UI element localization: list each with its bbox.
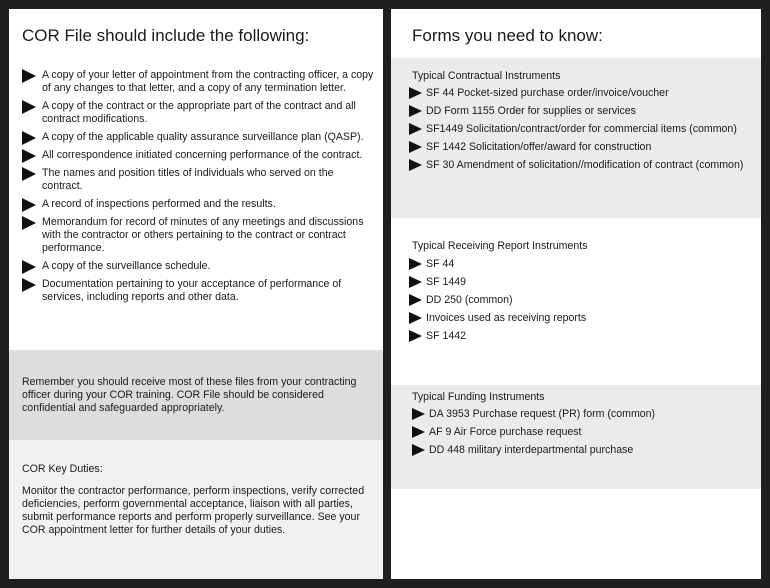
triangle-bullet-icon — [22, 69, 36, 83]
triangle-bullet-icon — [412, 426, 425, 438]
funding-instruments-list — [412, 408, 760, 462]
list-item: A copy of the applicable quality assurance surveillance plan (QASP). — [22, 131, 374, 144]
triangle-bullet-icon — [22, 131, 36, 145]
section-title: Typical Contractual Instruments — [412, 70, 561, 82]
triangle-bullet-icon — [409, 294, 422, 306]
triangle-bullet-icon — [22, 198, 36, 212]
triangle-bullet-icon — [409, 141, 422, 153]
triangle-bullet-icon — [412, 444, 425, 456]
list-item: DD 448 military interdepartmental purchase — [412, 444, 760, 457]
list-item: AF 9 Air Force purchase request — [412, 426, 760, 439]
funding-instruments-section — [391, 385, 761, 489]
triangle-bullet-icon — [409, 258, 422, 270]
list-item: SF 1442 Solicitation/offer/award for construction — [409, 141, 757, 154]
list-item: A record of inspections performed and the results. — [22, 198, 374, 211]
list-item: SF 1449 — [409, 276, 757, 289]
list-item: SF 44 Pocket-sized purchase order/invoice/voucher — [409, 87, 757, 100]
list-item: SF 30 Amendment of solicitation//modification of contract (common) — [409, 159, 757, 172]
triangle-bullet-icon — [409, 312, 422, 324]
triangle-bullet-icon — [412, 408, 425, 420]
triangle-bullet-icon — [22, 216, 36, 230]
duties-title: COR Key Duties: — [22, 463, 103, 475]
list-item: SF1449 Solicitation/contract/order for commercial items (common) — [409, 123, 757, 136]
triangle-bullet-icon — [409, 159, 422, 171]
receiving-report-section — [391, 218, 761, 385]
triangle-bullet-icon — [409, 105, 422, 117]
list-item: A copy of your letter of appointment from the contracting officer, a copy of any changes to that letter, and a copy of any termination letter. — [22, 69, 374, 95]
triangle-bullet-icon — [409, 276, 422, 288]
reminder-text: Remember you should receive most of these files from your contracting officer during your COR training. COR File should be considered confidential and safeguarded appropriately. — [22, 376, 357, 414]
section-title: Typical Funding Instruments — [412, 391, 545, 403]
triangle-bullet-icon — [409, 330, 422, 342]
duties-text: Monitor the contractor performance, perform inspections, verify corrected deficiencies, perform governmental acceptance, liaison with all parties, submit performance reports and perform properly surveillance. See your COR appointment letter for further details of your duties. — [22, 485, 365, 536]
list-item: Invoices used as receiving reports — [409, 312, 757, 325]
list-item: Documentation pertaining to your acceptance of performance of services, including reports and other data. — [22, 278, 374, 304]
triangle-bullet-icon — [22, 278, 36, 292]
section-title: Typical Receiving Report Instruments — [412, 240, 588, 252]
triangle-bullet-icon — [22, 260, 36, 274]
contractual-instruments-section — [391, 58, 761, 218]
list-item: SF 1442 — [409, 330, 757, 343]
cor-file-list — [22, 69, 374, 309]
list-item: DD 250 (common) — [409, 294, 757, 307]
list-item: All correspondence initiated concerning performance of the contract. — [22, 149, 374, 162]
triangle-bullet-icon — [22, 149, 36, 163]
list-item: SF 44 — [409, 258, 757, 271]
list-item: DA 3953 Purchase request (PR) form (common) — [412, 408, 760, 421]
cor-file-heading: COR File should include the following: — [22, 26, 310, 45]
cor-file-panel — [9, 9, 383, 579]
forms-heading: Forms you need to know: — [412, 26, 603, 45]
list-item: The names and position titles of individuals who served on the contract. — [22, 167, 374, 193]
list-item: A copy of the contract or the appropriate part of the contract and all contract modifications. — [22, 100, 374, 126]
triangle-bullet-icon — [22, 100, 36, 114]
list-item: DD Form 1155 Order for supplies or services — [409, 105, 757, 118]
contractual-instruments-list — [409, 87, 757, 177]
triangle-bullet-icon — [22, 167, 36, 181]
forms-panel — [391, 9, 761, 579]
list-item: Memorandum for record of minutes of any meetings and discussions with the contractor or others pertaining to the contract or contract performance. — [22, 216, 374, 255]
triangle-bullet-icon — [409, 87, 422, 99]
receiving-report-list — [409, 258, 757, 348]
cor-key-duties — [9, 440, 383, 579]
list-item: A copy of the surveillance schedule. — [22, 260, 374, 273]
triangle-bullet-icon — [409, 123, 422, 135]
reminder-box — [9, 350, 383, 440]
